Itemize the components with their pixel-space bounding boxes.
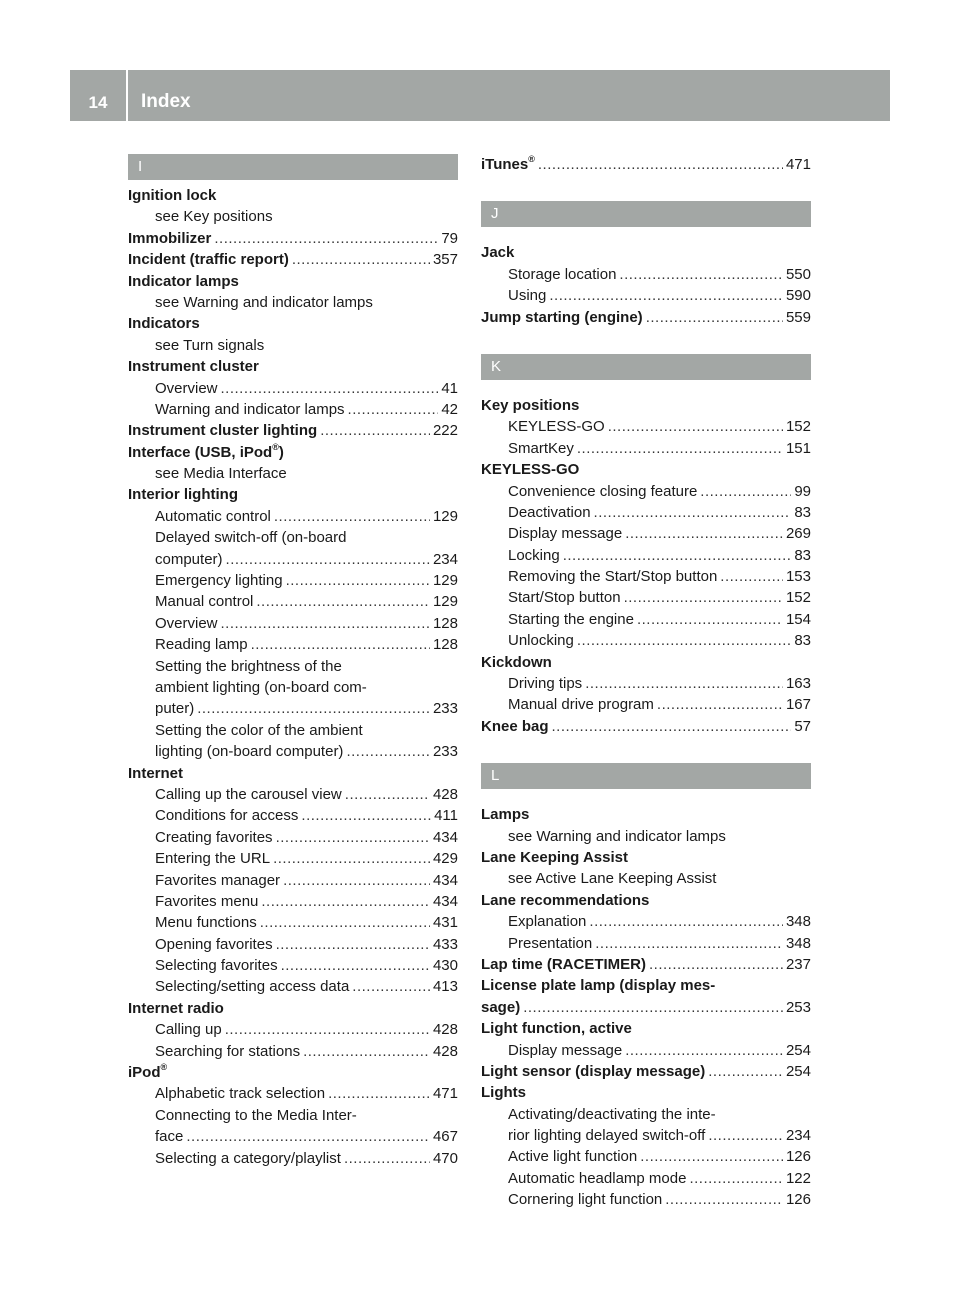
index-entry: Jack: [481, 244, 515, 262]
index-subentry: Start/Stop button ..... 152: [481, 587, 811, 608]
index-subentry: Entering the URL ..... 429: [128, 848, 458, 869]
index-entry: Kickdown: [481, 653, 552, 671]
index-subentry: Explanation ..... 348: [481, 911, 811, 932]
index-subentry: Calling up the carousel view ..... 428: [128, 784, 458, 805]
index-subentry: see Key positions: [155, 208, 273, 226]
index-subentry: Removing the Start/Stop button ..... 153: [481, 566, 811, 587]
index-subentry: see Turn signals: [155, 336, 265, 354]
index-entry: Lights: [481, 1084, 526, 1102]
index-subentry: Conditions for access ..... 411: [128, 805, 458, 826]
index-subentry: Selecting favorites ..... 430: [128, 955, 458, 976]
index-subentry: lighting (on-board computer) ..... 233: [128, 741, 458, 762]
index-subentry: puter) ..... 233: [128, 698, 458, 719]
index-subentry: Locking ..... 83: [481, 545, 811, 566]
section-letter-j: J: [481, 201, 811, 227]
index-subentry: KEYLESS-GO ..... 152: [481, 416, 811, 437]
index-subentry: Unlocking ..... 83: [481, 630, 811, 651]
index-entry: Indicator lamps: [128, 272, 239, 290]
index-subentry: Favorites manager ..... 434: [128, 870, 458, 891]
index-subentry: Automatic control ..... 129: [128, 506, 458, 527]
index-subentry: Overview ..... 41: [128, 378, 458, 399]
index-subentry: Delayed switch-off (on-board: [155, 529, 347, 547]
index-subentry: computer) ..... 234: [128, 549, 458, 570]
index-subentry: see Media Interface: [155, 465, 287, 483]
index-subentry: ambient lighting (on-board com-: [155, 678, 367, 696]
index-subentry: Searching for stations ..... 428: [128, 1041, 458, 1062]
index-entry: Key positions: [481, 396, 580, 414]
index-subentry: Manual control ..... 129: [128, 591, 458, 612]
index-subentry: Opening favorites ..... 433: [128, 934, 458, 955]
index-subentry: Warning and indicator lamps ..... 42: [128, 399, 458, 420]
page-title: Index: [141, 91, 191, 112]
index-entry: Lamps: [481, 806, 530, 824]
index-entry: Instrument cluster: [128, 358, 259, 376]
page-number: 14: [88, 93, 108, 112]
index-entry: Lane Keeping Assist: [481, 848, 628, 866]
page-header: [70, 70, 890, 121]
index-subentry: Manual drive program ..... 167: [481, 694, 811, 715]
index-subentry: see Warning and indicator lamps: [508, 827, 726, 845]
index-column-right: [481, 154, 811, 1211]
index-subentry: Cornering light function ..... 126: [481, 1189, 811, 1210]
index-subentry: rior lighting delayed switch-off ..... 234: [481, 1125, 811, 1146]
index-subentry: Active light function ..... 126: [481, 1146, 811, 1167]
index-subentry: see Active Lane Keeping Assist: [508, 870, 717, 888]
index-column-left: [128, 154, 458, 1169]
index-subentry: Automatic headlamp mode ..... 122: [481, 1168, 811, 1189]
index-subentry: Calling up ..... 428: [128, 1019, 458, 1040]
section-letter-k: K: [481, 354, 811, 380]
index-subentry: Display message ..... 254: [481, 1040, 811, 1061]
index-subentry: Setting the brightness of the: [155, 657, 342, 675]
index-entry: Knee bag ..... 57: [481, 716, 811, 737]
index-subentry: Setting the color of the ambient: [155, 721, 363, 739]
index-subentry: Deactivation ..... 83: [481, 502, 811, 523]
index-subentry: Starting the engine ..... 154: [481, 609, 811, 630]
index-entry: Internet: [128, 764, 184, 782]
index-entry: Instrument cluster lighting ..... 222: [128, 420, 458, 441]
index-subentry: Driving tips ..... 163: [481, 673, 811, 694]
index-entry: Indicators: [128, 315, 200, 333]
index-entry: sage) ..... 253: [481, 997, 811, 1018]
index-entry: Ignition lock: [128, 187, 217, 204]
index-subentry: Selecting a category/playlist ..... 470: [128, 1148, 458, 1169]
section-letter-i: I: [128, 154, 458, 180]
index-subentry: Convenience closing feature ..... 99: [481, 481, 811, 502]
index-entry: Lap time (RACETIMER) ..... 237: [481, 954, 811, 975]
index-subentry: Using ..... 590: [481, 285, 811, 306]
index-entry: License plate lamp (display mes-: [481, 977, 716, 995]
index-entry: Light function, active: [481, 1020, 632, 1038]
index-entry: Incident (traffic report) ..... 357: [128, 249, 458, 270]
index-entry: Light sensor (display message) ..... 254: [481, 1061, 811, 1082]
index-subentry: Alphabetic track selection ..... 471: [128, 1083, 458, 1104]
index-entry: Interface (USB, iPod®): [128, 441, 284, 461]
index-subentry: Presentation ..... 348: [481, 933, 811, 954]
index-subentry: Favorites menu ..... 434: [128, 891, 458, 912]
index-entry: KEYLESS-GO: [481, 461, 580, 479]
index-entry: iTunes® ..... 471: [481, 154, 811, 175]
index-subentry: see Warning and indicator lamps: [155, 293, 373, 311]
index-entry: Immobilizer ..... 79: [128, 228, 458, 249]
header-separator: [126, 70, 128, 121]
index-subentry: Reading lamp ..... 128: [128, 634, 458, 655]
section-letter-l: L: [481, 763, 811, 789]
index-subentry: face ..... 467: [128, 1126, 458, 1147]
index-subentry: SmartKey ..... 151: [481, 438, 811, 459]
index-subentry: Connecting to the Media Inter-: [155, 1106, 357, 1124]
index-entry: iPod®: [128, 1062, 168, 1082]
index-subentry: Overview ..... 128: [128, 613, 458, 634]
index-subentry: Menu functions ..... 431: [128, 912, 458, 933]
index-subentry: Selecting/setting access data ..... 413: [128, 976, 458, 997]
index-subentry: Emergency lighting ..... 129: [128, 570, 458, 591]
index-entry: Interior lighting: [128, 486, 238, 504]
index-entry: Jump starting (engine) ..... 559: [481, 307, 811, 328]
index-subentry: Creating favorites ..... 434: [128, 827, 458, 848]
index-subentry: Display message ..... 269: [481, 523, 811, 544]
index-subentry: Storage location ..... 550: [481, 264, 811, 285]
index-entry: Lane recommendations: [481, 891, 650, 909]
index-entry: Internet radio: [128, 999, 224, 1017]
index-subentry: Activating/deactivating the inte-: [508, 1105, 716, 1123]
